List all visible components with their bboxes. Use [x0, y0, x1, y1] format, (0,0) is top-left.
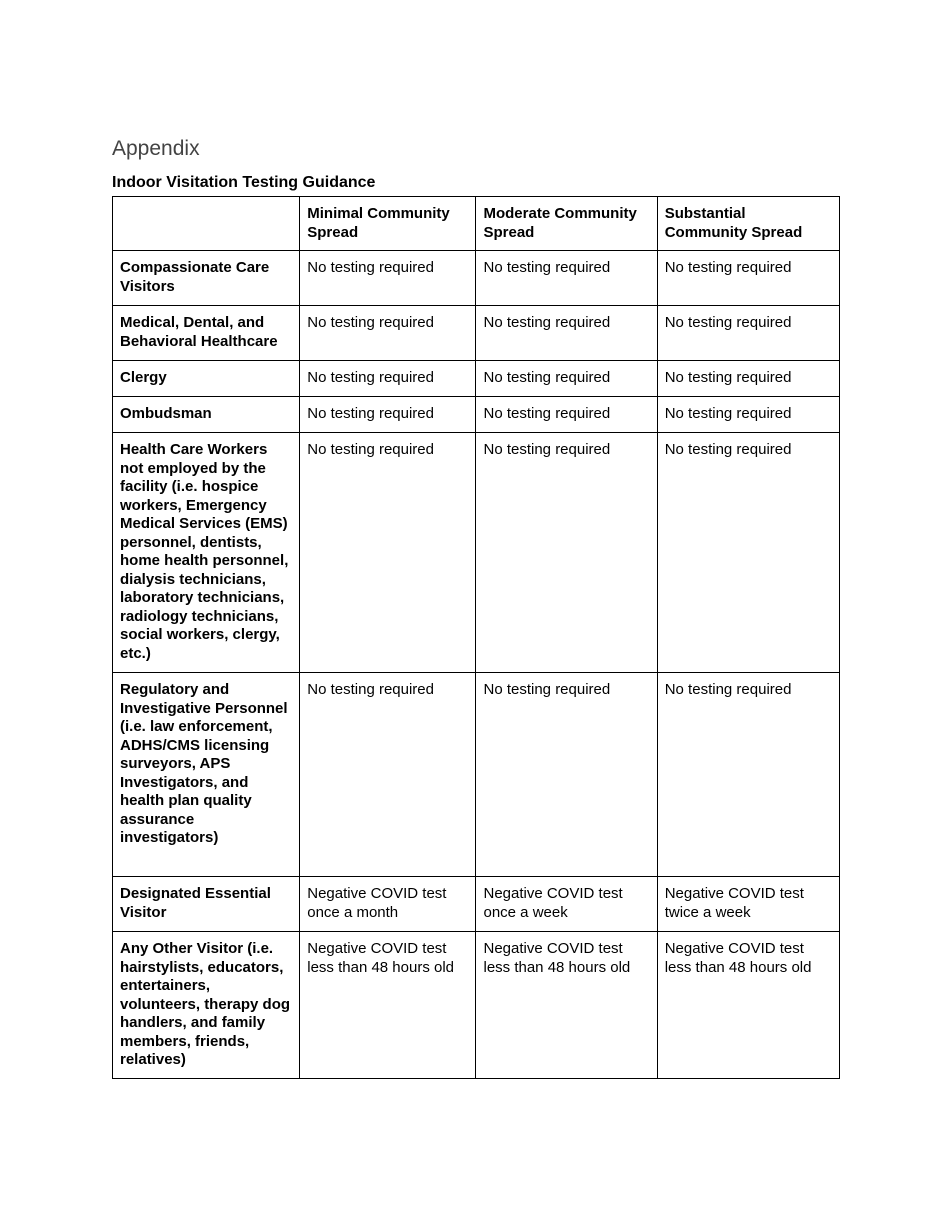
- cell-moderate: Negative COVID test once a week: [476, 877, 657, 932]
- cell-substantial: No testing required: [657, 397, 839, 433]
- table-row: [113, 251, 840, 306]
- cell-substantial: No testing required: [657, 673, 839, 877]
- cell-moderate: No testing required: [476, 433, 657, 673]
- cell-substantial: No testing required: [657, 306, 839, 361]
- cell-minimal: Negative COVID test less than 48 hours old: [300, 932, 476, 1079]
- row-label: Medical, Dental, and Behavioral Healthcare: [113, 306, 300, 361]
- cell-minimal: No testing required: [300, 397, 476, 433]
- row-label: Regulatory and Investigative Personnel (i.e. law enforcement, ADHS/CMS licensing surveyors, APS Investigators, and health plan quality assurance investigators): [113, 673, 300, 877]
- cell-moderate: No testing required: [476, 397, 657, 433]
- cell-substantial: No testing required: [657, 361, 839, 397]
- cell-substantial: No testing required: [657, 433, 839, 673]
- header-cell-blank: [113, 197, 300, 251]
- cell-minimal: No testing required: [300, 361, 476, 397]
- cell-substantial: No testing required: [657, 251, 839, 306]
- table-row: [113, 433, 840, 673]
- cell-minimal: No testing required: [300, 433, 476, 673]
- cell-moderate: Negative COVID test less than 48 hours old: [476, 932, 657, 1079]
- cell-moderate: No testing required: [476, 361, 657, 397]
- cell-minimal: No testing required: [300, 251, 476, 306]
- table-row: [113, 397, 840, 433]
- cell-moderate: No testing required: [476, 251, 657, 306]
- cell-substantial: Negative COVID test twice a week: [657, 877, 839, 932]
- cell-moderate: No testing required: [476, 306, 657, 361]
- table-row: [113, 932, 840, 1079]
- cell-minimal: No testing required: [300, 306, 476, 361]
- table-row: [113, 673, 840, 877]
- header-cell-substantial: Substantial Community Spread: [657, 197, 839, 251]
- row-label: Clergy: [113, 361, 300, 397]
- cell-minimal: Negative COVID test once a month: [300, 877, 476, 932]
- table-row: [113, 306, 840, 361]
- table-header-row: [113, 197, 840, 251]
- table-row: [113, 361, 840, 397]
- header-cell-moderate: Moderate Community Spread: [476, 197, 657, 251]
- row-label: Compassionate Care Visitors: [113, 251, 300, 306]
- table-title: Indoor Visitation Testing Guidance: [112, 174, 376, 191]
- cell-moderate: No testing required: [476, 673, 657, 877]
- header-cell-minimal: Minimal Community Spread: [300, 197, 476, 251]
- cell-substantial: Negative COVID test less than 48 hours old: [657, 932, 839, 1079]
- row-label: Any Other Visitor (i.e. hairstylists, educators, entertainers, volunteers, therapy dog handlers, and family members, friends, relatives): [113, 932, 300, 1079]
- visitation-testing-table: [112, 196, 840, 1079]
- row-label: Health Care Workers not employed by the facility (i.e. hospice workers, Emergency Medical Services (EMS) personnel, dentists, home health personnel, dialysis technicians, laboratory technicians, radiology technicians, social workers, clergy, etc.): [113, 433, 300, 673]
- row-label: Designated Essential Visitor: [113, 877, 300, 932]
- row-label: Ombudsman: [113, 397, 300, 433]
- table-row: [113, 877, 840, 932]
- cell-minimal: No testing required: [300, 673, 476, 877]
- page-title: Appendix: [112, 137, 200, 160]
